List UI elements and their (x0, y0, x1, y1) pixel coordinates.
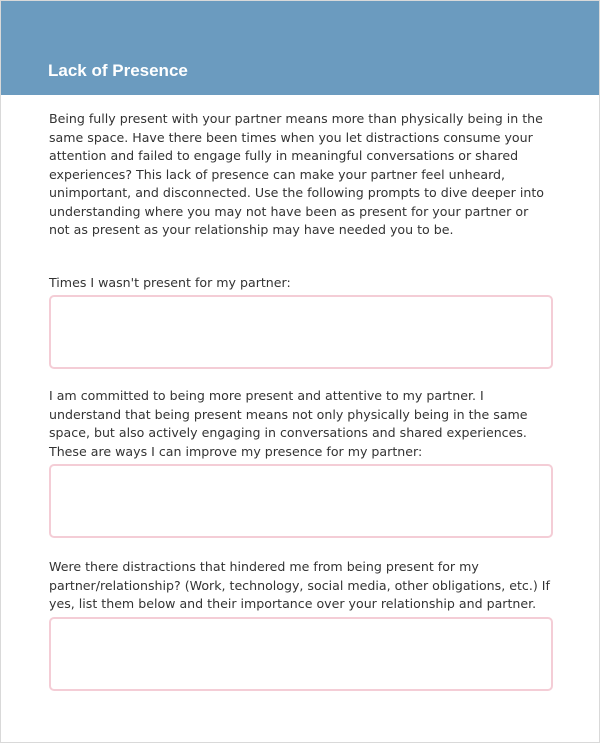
prompt-3-label: Were there distractions that hindered me from being present for my partner/relationship? (Work, technology, social media, other obligations, etc.) If yes, list them below and their importance over your relationship and partner. (49, 559, 550, 611)
worksheet-content (1, 95, 599, 691)
prompt-3-answer-box[interactable] (49, 617, 553, 691)
header-banner (1, 1, 599, 95)
prompt-2-label: I am committed to being more present and attentive to my partner. I understand that being present means not only physically being in the same space, but also actively engaging in conversations and shared experiences. These are ways I can improve my presence for my partner: (49, 388, 528, 459)
prompt-1-label: Times I wasn't present for my partner: (49, 274, 291, 290)
prompt-1-answer-box[interactable] (49, 295, 553, 369)
page-title: Lack of Presence (48, 61, 188, 80)
intro-paragraph: Being fully present with your partner means more than physically being in the same space. Have there been times when you let distractions consume your attention and failed to engage fully in meaningful conversations or shared experiences? This lack of presence can make your partner feel unheard, unimportant, and disconnected. Use the following prompts to dive deeper into understanding where you may not have been as present for your partner or not as present as your relationship may have needed you to be. (49, 111, 544, 237)
prompt-2-answer-box[interactable] (49, 464, 553, 538)
